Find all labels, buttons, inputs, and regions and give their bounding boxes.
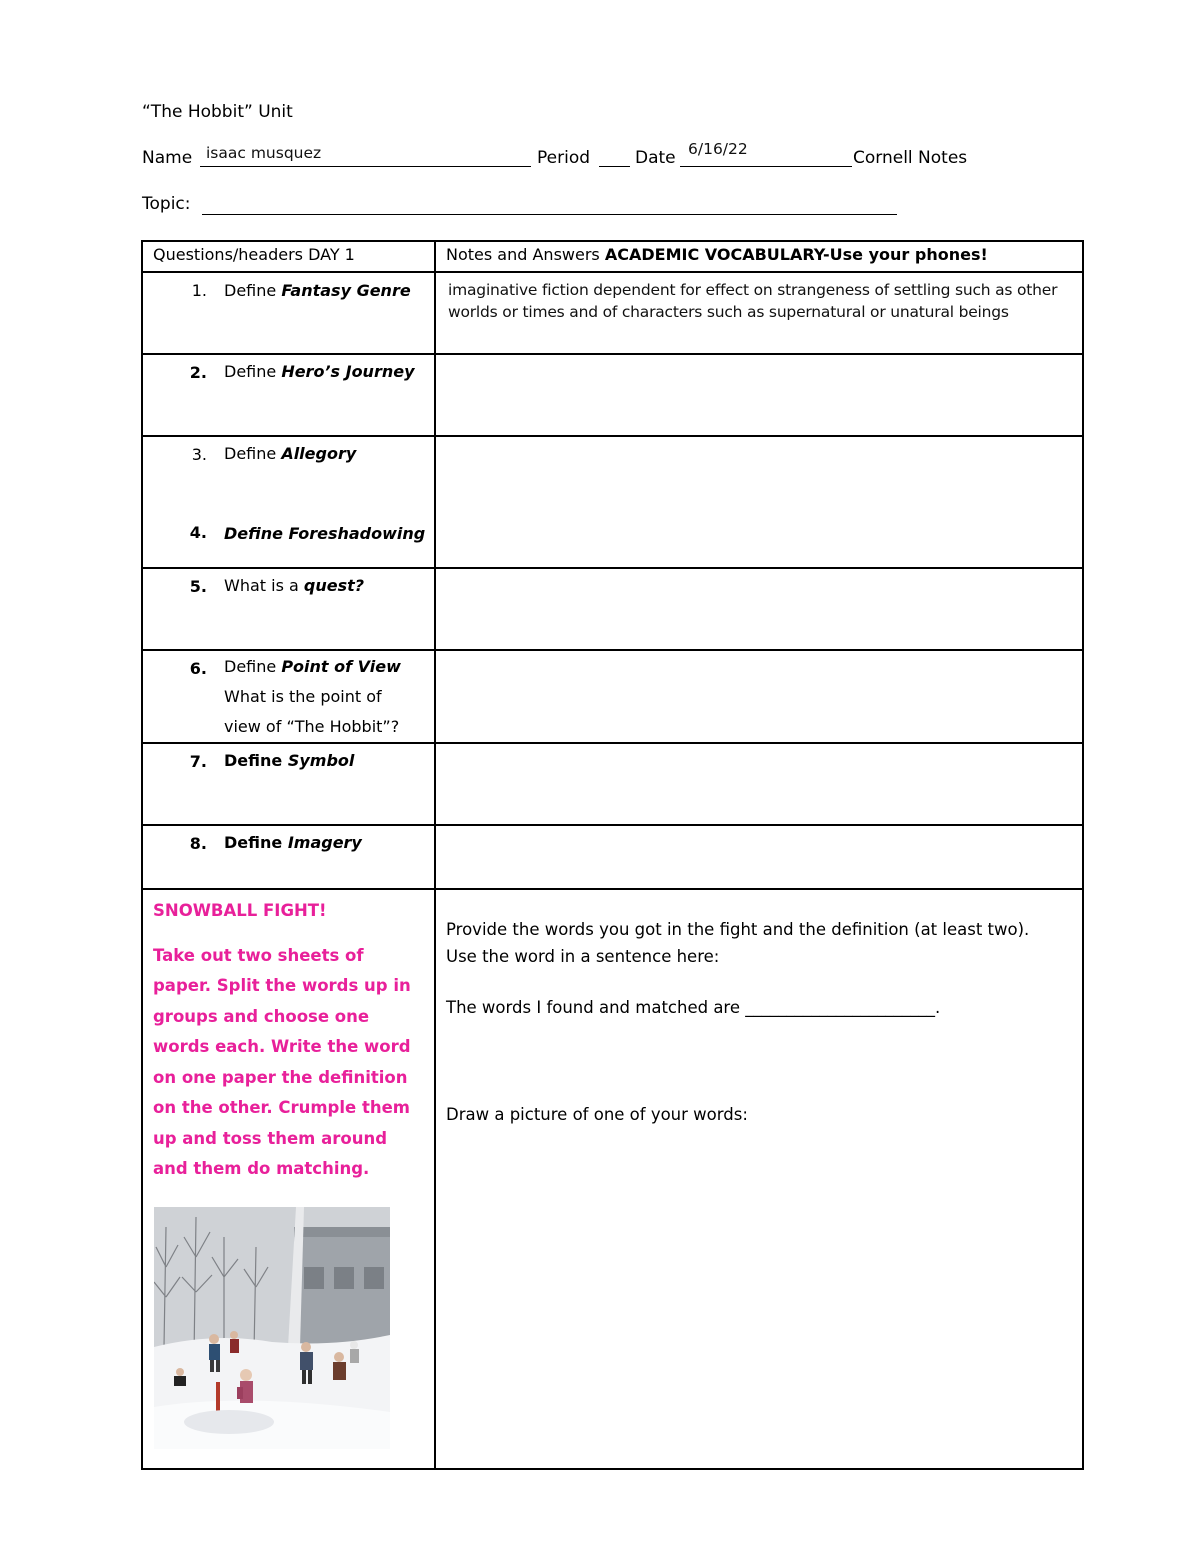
question-text: Define Allegory: [224, 444, 357, 463]
questions-header: Questions/headers DAY 1: [142, 241, 435, 272]
answer-cell[interactable]: [435, 436, 1083, 568]
table-row: [142, 568, 1083, 650]
cornell-notes-table: [141, 240, 1084, 1470]
question-cell: [142, 650, 435, 743]
use-word-prompt: Use the word in a sentence here:: [446, 947, 720, 966]
table-header-row: [142, 241, 1083, 272]
table-row: [142, 650, 1083, 743]
topic-label: Topic:: [142, 194, 191, 214]
table-row: [142, 743, 1083, 825]
question-number: 6.: [189, 659, 207, 678]
question-number: 5.: [189, 577, 207, 596]
question-text: Define Point of View What is the point of view of “The Hobbit”?: [224, 657, 401, 736]
unit-title: “The Hobbit” Unit: [142, 102, 293, 122]
question-number: 4.: [189, 523, 207, 542]
name-label: Name: [142, 148, 193, 168]
question-number: 1.: [191, 281, 207, 300]
name-value: isaac musquez: [206, 144, 322, 162]
question-number: 8.: [189, 834, 207, 853]
cornell-notes-label: Cornell Notes: [853, 148, 968, 168]
table-row: [142, 436, 1083, 568]
question-text: What is a quest?: [224, 576, 365, 595]
question-cell: [142, 436, 435, 568]
table-row: [142, 889, 1083, 1469]
notes-header-plain: Notes and Answers: [446, 245, 605, 264]
question-number: 2.: [189, 363, 207, 382]
notes-header: [435, 241, 1083, 272]
topic-field[interactable]: [202, 194, 897, 215]
snowball-instructions: Take out two sheets of paper. Split the words up in groups and choose one words each. Write the word on one paper the definition on the other. Crumple them up and toss them around and them do matching.: [153, 945, 411, 1178]
table-row: [142, 354, 1083, 436]
answer-cell[interactable]: [435, 743, 1083, 825]
question-number: 7.: [189, 752, 207, 771]
question-cell: [142, 272, 435, 354]
answer-cell[interactable]: [435, 650, 1083, 743]
snowball-answer-cell[interactable]: [435, 889, 1083, 1469]
question-text: Define Fantasy Genre: [224, 281, 411, 300]
snowball-instructions-cell: [142, 889, 435, 1469]
snow-scene-image: [154, 1207, 390, 1449]
answer-text: imaginative fiction dependent for effect on strangeness of settling such as other worlds or times and of characters such as supernatural or unatural beings: [448, 281, 1058, 321]
answer-cell[interactable]: [435, 354, 1083, 436]
question-cell: [142, 354, 435, 436]
notes-header-bold: ACADEMIC VOCABULARY-Use your phones!: [604, 245, 988, 264]
snowball-title: SNOWBALL FIGHT!: [153, 901, 327, 920]
question-text: Define Imagery: [224, 833, 362, 852]
date-label: Date: [635, 148, 676, 168]
question-text: Define Symbol: [224, 751, 355, 770]
provide-words-prompt: Provide the words you got in the fight and the definition (at least two).: [446, 920, 1030, 939]
date-value: 6/16/22: [688, 140, 748, 158]
table-row: [142, 825, 1083, 889]
question-cell: [142, 568, 435, 650]
answer-cell[interactable]: [435, 568, 1083, 650]
question-cell: [142, 743, 435, 825]
question-cell: [142, 825, 435, 889]
snowball-fight-illustration: [154, 1207, 390, 1449]
draw-picture-prompt: Draw a picture of one of your words:: [446, 1105, 748, 1124]
table-row: [142, 272, 1083, 354]
question-text: Define Hero’s Journey: [224, 362, 415, 381]
words-found-prompt: The words I found and matched are _______________________.: [446, 998, 941, 1017]
topic-row: [142, 194, 191, 214]
period-field[interactable]: [599, 146, 630, 167]
answer-cell[interactable]: [435, 825, 1083, 889]
question-number: 3.: [191, 445, 207, 464]
period-label: Period: [537, 148, 591, 168]
answer-cell[interactable]: [435, 272, 1083, 354]
question-text: Define Foreshadowing: [224, 524, 426, 543]
